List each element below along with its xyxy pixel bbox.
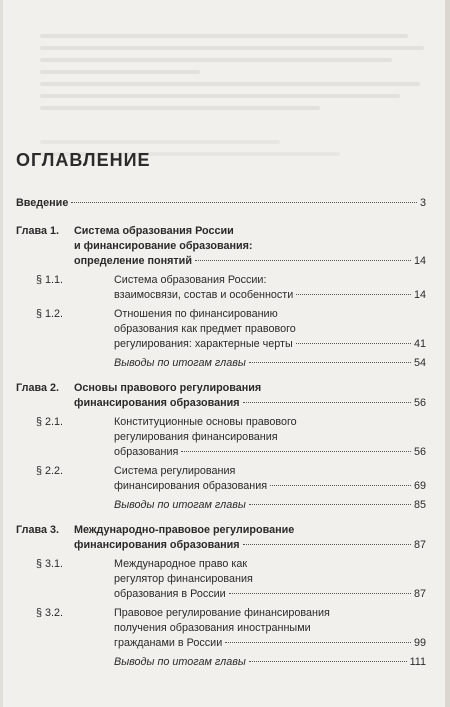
- chapter-title: [74, 523, 426, 553]
- chapter-list: [16, 224, 426, 670]
- section-title: [114, 557, 426, 602]
- entry-last-line: [114, 356, 426, 371]
- entry-title-line: регулирования финансирования: [114, 431, 278, 443]
- toc-entry-section[interactable]: [16, 557, 426, 602]
- leader-dots: [270, 485, 411, 486]
- leader-dots: [225, 642, 411, 643]
- page-right-edge: [445, 0, 450, 707]
- page-number: 111: [409, 656, 426, 668]
- leader-dots: [296, 343, 411, 344]
- entry-last-line: [74, 396, 426, 411]
- toc-entry-section[interactable]: [16, 415, 426, 460]
- entry-last-line: [114, 337, 426, 352]
- page-number: 56: [413, 446, 426, 458]
- entry-title: определение понятий: [74, 255, 192, 267]
- entry-title-line: получения образования иностранными: [114, 622, 311, 634]
- section-title: [114, 464, 426, 494]
- entry-title-line: Система образования России: [74, 225, 234, 237]
- entry-title: Выводы по итогам главы: [114, 656, 246, 668]
- chapter-title: [74, 381, 426, 411]
- entry-title-line: регулятор финансирования: [114, 573, 253, 585]
- entry-title: образования: [114, 446, 179, 458]
- section-number: § 2.1.: [36, 416, 64, 428]
- entry-title-line: Конституционные основы правового: [114, 416, 297, 428]
- section-title: [114, 606, 426, 651]
- section-number: § 3.2.: [36, 607, 64, 619]
- summary-title: [114, 498, 426, 513]
- entry-title: гражданами в России: [114, 637, 223, 649]
- section-number: § 1.1.: [36, 274, 64, 286]
- entry-title: финансирования образования: [74, 539, 240, 551]
- entry-title: взаимосвязи, состав и особенности: [114, 289, 294, 301]
- leader-dots: [229, 593, 411, 594]
- entry-title: образования в России: [114, 588, 226, 600]
- entry-title: Выводы по итогам главы: [114, 357, 246, 369]
- show-through-text: [40, 34, 440, 164]
- chapter-title: [74, 224, 426, 269]
- toc-entry-section[interactable]: [16, 464, 426, 494]
- entry-last-line: [114, 636, 426, 651]
- page-number: 3: [419, 197, 426, 209]
- entry-title-line: Отношения по финансированию: [114, 308, 278, 320]
- leader-dots: [195, 260, 411, 261]
- entry-title-line: и финансирование образования:: [74, 240, 253, 252]
- section-title: [114, 273, 426, 303]
- toc-entry-intro[interactable]: [16, 196, 426, 211]
- entry-title-line: Правовое регулирование финансирования: [114, 607, 330, 619]
- toc-heading: ОГЛАВЛЕНИЕ: [16, 150, 151, 170]
- entry-title-line: Международное право как: [114, 558, 248, 570]
- entry-title-line: Международно-правовое регулирование: [74, 524, 295, 536]
- toc-entry-chapter[interactable]: [16, 523, 426, 553]
- leader-dots: [243, 544, 411, 545]
- page-number: 54: [413, 357, 426, 369]
- page-number: 69: [413, 480, 426, 492]
- entry-last-line: [114, 445, 426, 460]
- entry-title: Введение: [16, 197, 69, 209]
- chapter-label: Глава 3.: [16, 524, 59, 536]
- toc-entry-chapter[interactable]: [16, 381, 426, 411]
- entry-title: финансирования образования: [114, 480, 268, 492]
- table-of-contents: [16, 196, 426, 680]
- entry-last-line: [114, 498, 426, 513]
- entry-title-line: Система регулирования: [114, 465, 236, 477]
- page-number: 14: [413, 289, 426, 301]
- toc-entry-section[interactable]: [16, 606, 426, 651]
- leader-dots: [181, 451, 411, 452]
- chapter-label: Глава 1.: [16, 225, 59, 237]
- page-number: 56: [413, 397, 426, 409]
- toc-entry-chapter[interactable]: [16, 224, 426, 269]
- page-left-edge: [0, 0, 3, 707]
- section-title: [114, 415, 426, 460]
- leader-dots: [249, 504, 411, 505]
- entry-last-line: [114, 288, 426, 303]
- entry-title-line: Система образования России:: [114, 274, 267, 286]
- entry-title-line: Основы правового регулирования: [74, 382, 262, 394]
- chapter-label: Глава 2.: [16, 382, 59, 394]
- entry-title: финансирования образования: [74, 397, 240, 409]
- page-number: 85: [413, 499, 426, 511]
- toc-entry-section[interactable]: [16, 273, 426, 303]
- entry-title: Выводы по итогам главы: [114, 499, 246, 511]
- page-number: 87: [413, 588, 426, 600]
- entry-title-line: образования как предмет правового: [114, 323, 296, 335]
- leader-dots: [249, 661, 407, 662]
- leader-dots: [243, 402, 411, 403]
- page-number: 87: [413, 539, 426, 551]
- section-number: § 1.2.: [36, 308, 64, 320]
- section-number: § 3.1.: [36, 558, 64, 570]
- leader-dots: [71, 202, 417, 203]
- toc-entry-summary[interactable]: [16, 498, 426, 513]
- toc-entry-section[interactable]: [16, 307, 426, 352]
- entry-last-line: [114, 587, 426, 602]
- leader-dots: [249, 362, 411, 363]
- toc-entry-summary[interactable]: [16, 655, 426, 670]
- entry-last-line: [74, 538, 426, 553]
- summary-title: [114, 356, 426, 371]
- entry-title: регулирования: характерные черты: [114, 338, 293, 350]
- section-number: § 2.2.: [36, 465, 64, 477]
- leader-dots: [296, 294, 411, 295]
- entry-last-line: [114, 655, 426, 670]
- page-number: 41: [413, 338, 426, 350]
- page-number: 99: [413, 637, 426, 649]
- entry-last-line: [74, 254, 426, 269]
- toc-entry-summary[interactable]: [16, 356, 426, 371]
- entry-last-line: [114, 479, 426, 494]
- page-number: 14: [413, 255, 426, 267]
- section-title: [114, 307, 426, 352]
- summary-title: [114, 655, 426, 670]
